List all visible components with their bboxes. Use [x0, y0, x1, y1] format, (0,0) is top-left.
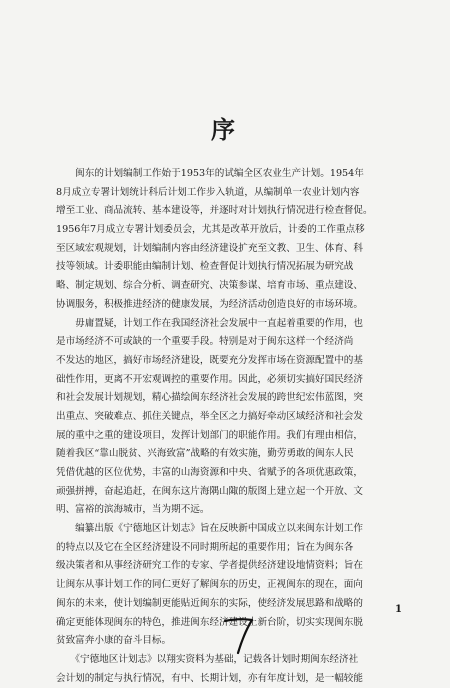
text-line: 和社会发展计划规划，精心描绘闽东经济社会发展的跨世纪宏伟蓝图，突: [56, 392, 363, 404]
page-title: 序: [211, 115, 239, 144]
text-line: 级决策者和从事经济研究工作的专家、学者提供经济建设地情资料；旨在: [56, 560, 363, 572]
page-number: 1: [395, 604, 402, 615]
text-line: 8月成立专署计划统计科后计划工作步入轨道，从编制单一农业计划内容: [56, 186, 360, 198]
text-line: 随着我区“靠山脱贫、兴海致富”战略的有效实施，勤劳勇敢的闽东人民: [56, 448, 354, 460]
text-line: 闽东的未来，使计划编制更能贴近闽东的实际，使经济发展思路和战略的: [56, 597, 363, 609]
text-line: 增至工业、商品流转、基本建设等，并逐时对计划执行情况进行检查督促。: [56, 205, 373, 217]
text-line: 至区域宏观规划，计划编制内容由经济建设扩充至文教、卫生、体育、科: [56, 242, 363, 254]
text-line: 顽强拼搏，奋起追赶，在闽东这片海隅山陬的版图上建立起一个开放、文: [56, 485, 363, 497]
text-line: 会计划的制定与执行情况，有中、长期计划，亦有年度计划，是一幅较能: [56, 672, 363, 684]
text-line: 闽东的计划编制工作始于1953年的试编全区农业生产计划。1954年: [56, 168, 364, 179]
text-line: 《宁德地区计划志》以翔实资料为基础，记载各计划时期闽东经济社: [56, 653, 359, 665]
text-line: 技等领域。计委职能由编制计划、检查督促计划执行情况拓展为研究战: [56, 261, 354, 273]
text-line: 协调服务，积极推进经济的健康发展，为经济活动创造良好的市场环境。: [56, 298, 363, 310]
text-line: 的特点以及它在全区经济建设不同时期所起的重要作用；旨在为闽东各: [56, 541, 354, 553]
text-line: 展的重中之重的建设项目，发挥计划部门的职能作用。我们有理由相信，: [56, 429, 363, 441]
text-line: 毋庸置疑，计划工作在我国经济社会发展中一直起着重要的作用，也: [56, 317, 363, 329]
text-line: 础性作用，更离不开宏观调控的重要作用。因此，必须切实搞好国民经济: [56, 373, 363, 385]
text-line: 1956年7月成立专署计划委员会，尤其是改革开放后，计委的工作重点移: [56, 224, 365, 236]
text-line: 明、富裕的滨海城市，当为期不远。: [56, 504, 210, 516]
text-line: 出重点、突破难点、抓住关键点，举全区之力搞好牵动区域经济和社会发: [56, 410, 363, 422]
text-line: 让闽东从事计划工作的同仁更好了解闽东的历史，正视闽东的现在，面向: [56, 579, 363, 591]
text-line: 编纂出版《宁德地区计划志》旨在反映新中国成立以来闽东计划工作: [56, 523, 363, 535]
text-line: 略、制定规划、综合分析、调查研究、决策参谋、培育市场、重点建设、: [56, 280, 363, 292]
text-line: 凭借优越的区位优势，丰富的山海资源和中央、省赋予的各项优惠政策，: [56, 467, 363, 478]
text-line: 确定更能体现闽东的特色，推进闽东经济建设上新台阶，切实实现闽东脱: [56, 616, 363, 628]
text-line: 是市场经济不可或缺的一个重要手段。特别是对于闽东这样一个经济尚: [56, 336, 354, 348]
text-line: 不发达的地区，搞好市场经济建设，既要充分发挥市场在资源配置中的基: [56, 354, 363, 366]
preface-body: [56, 165, 402, 688]
text-line: 贫致富奔小康的奋斗目标。: [56, 635, 172, 647]
handwritten-mark: [222, 615, 256, 661]
